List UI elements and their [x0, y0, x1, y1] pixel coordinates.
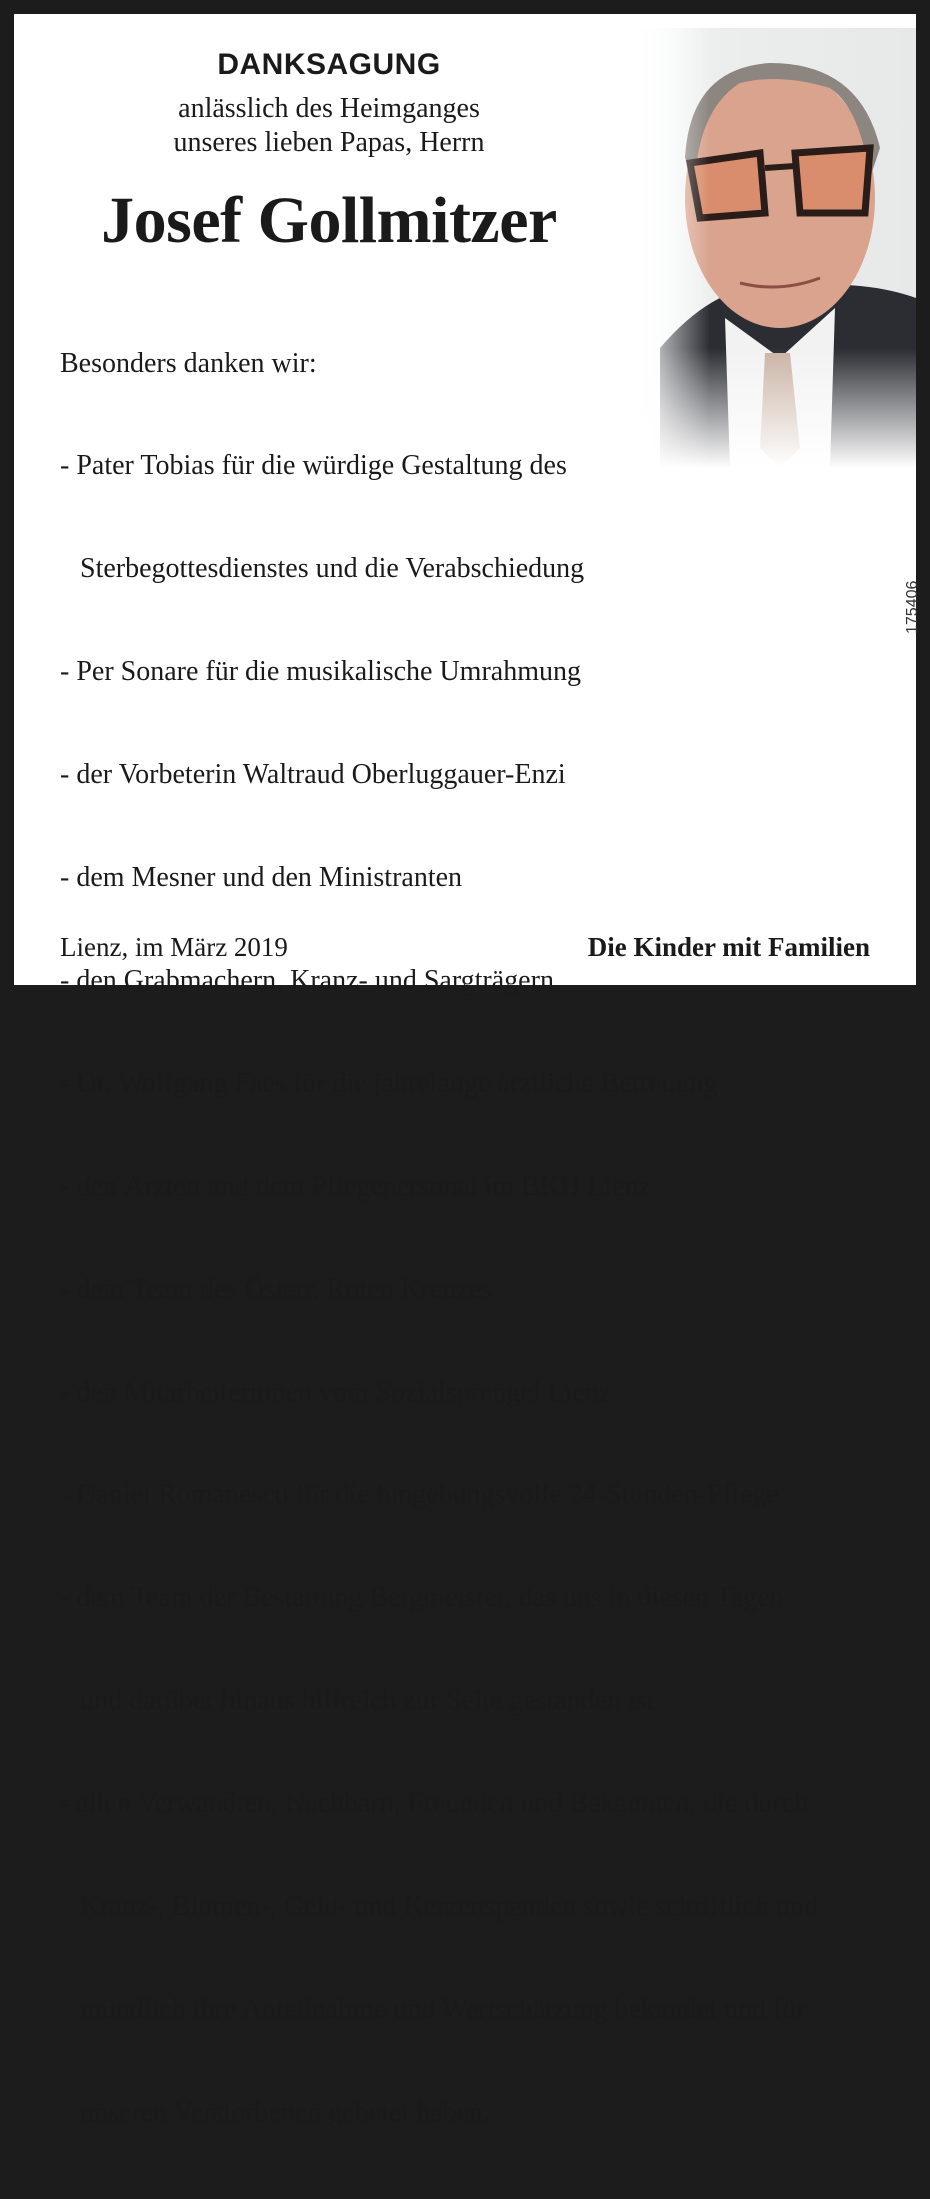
list-item: - den Mitarbeiterinnen vom Sozialsprengel Lienz	[60, 1376, 612, 1408]
list-item: - allen Verwandten, Nachbarn, Freunden und Bekannten, die durch	[60, 1788, 809, 1820]
list-item: mündlich ihre Anteilnahme und Wertschätzung bekundet und für	[80, 1993, 806, 2025]
obituary-card	[14, 14, 921, 2128]
list-item: - den Ärzten und dem Pflegepersonal im BKH Lienz	[60, 1170, 651, 1202]
intro-line-1: anlässlich des Heimganges	[178, 93, 480, 124]
list-item: - der Vorbeterin Waltraud Oberluggauer-Enzi	[60, 759, 566, 791]
thanks-list	[60, 278, 818, 2199]
signature: Die Kinder mit Familien	[587, 932, 870, 962]
list-item: - Pater Tobias für die würdige Gestaltung des	[60, 450, 567, 482]
list-item: - dem Team des Österr. Roten Kreuzes	[60, 1273, 493, 1305]
list-item: - Per Sonare für die musikalische Umrahmung	[60, 656, 581, 688]
list-item: - dem Mesner und den Ministranten	[60, 862, 463, 894]
deceased-name: Josef Gollmitzer	[101, 184, 557, 257]
list-item: - dem Team der Bestattung Bergmeister, das uns in diesen Tagen	[60, 1582, 784, 1614]
list-item: Kranz-, Blumen-, Geld- und Kerzenspenden sowie schriftlich und	[80, 1890, 818, 1922]
list-item: - den Grabmachern, Kranz- und Sargträgern	[60, 964, 554, 996]
list-item: - Dr. Wolfgang Faes für die jahrelange ärztliche Betreuung	[60, 1067, 718, 1099]
list-item: - Daniel Romanescu für die hingebungsvolle 24-Stunden-Pflege	[60, 1479, 779, 1511]
list-item: und darüber hinaus hilfreich zur Seite gestanden ist	[80, 1685, 655, 1717]
list-item: unseren Verstorbenen gebetet haben.	[80, 2096, 490, 2128]
list-item: Sterbegottesdienstes und die Verabschiedung	[80, 553, 585, 585]
heading: DANKSAGUNG	[217, 48, 441, 81]
place-date: Lienz, im März 2019	[60, 932, 288, 962]
intro-line-2: unseres lieben Papas, Herrn	[173, 127, 485, 158]
thanks-intro: Besonders danken wir:	[60, 347, 317, 379]
ad-code: 175406	[904, 580, 921, 634]
